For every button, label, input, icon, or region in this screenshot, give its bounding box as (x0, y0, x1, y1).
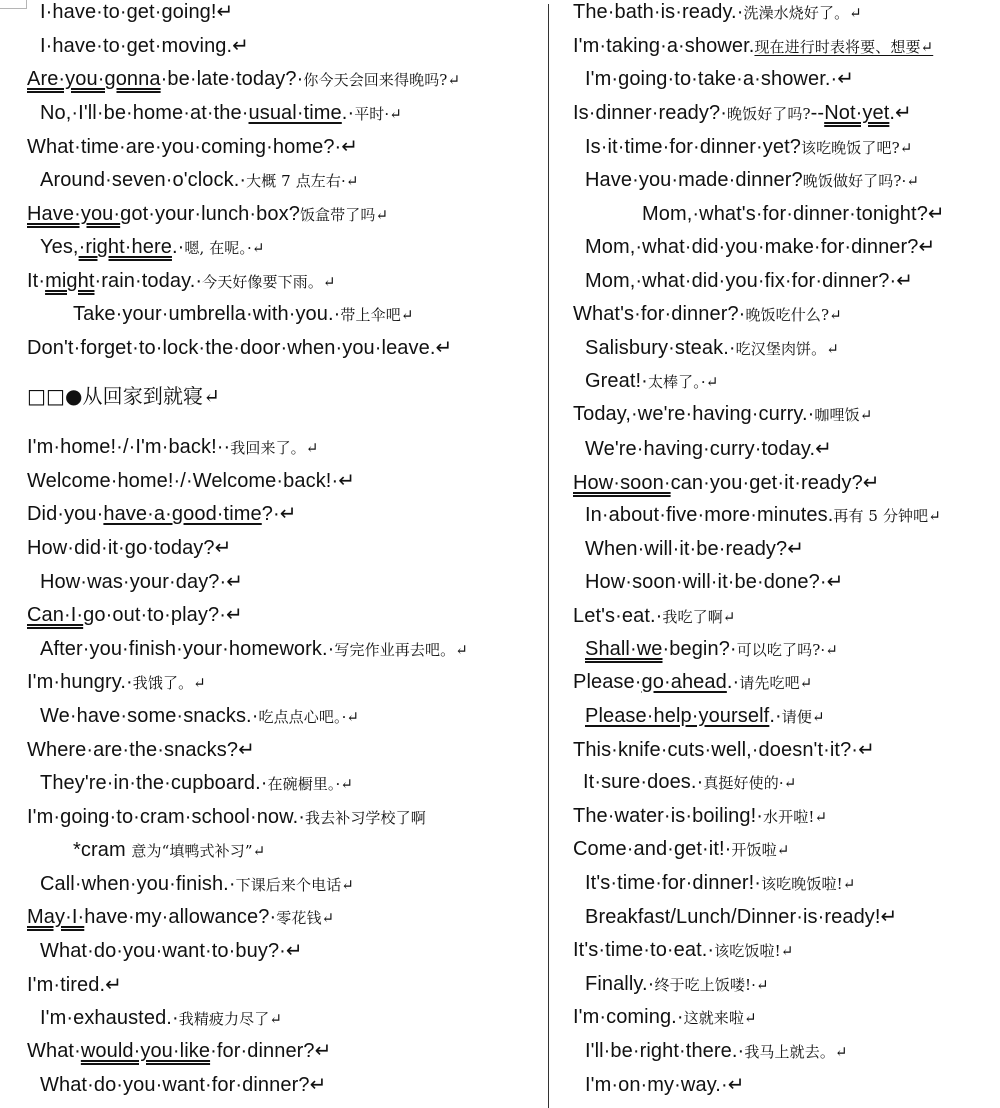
right-phrase-line (573, 471, 880, 495)
english-text: How·soon·will·it·be·done?·↵ (585, 571, 844, 593)
right-phrase-line (573, 34, 933, 59)
chinese-gloss: 带上伞吧↵ (340, 306, 414, 324)
english-text: I·have·to·get·moving.↵ (40, 35, 250, 57)
english-text: How·was·your·day?·↵ (40, 571, 244, 593)
left-phrase-line (27, 670, 206, 695)
english-text: I'm·exhausted.· (40, 1007, 179, 1029)
english-text: This·knife·cuts·well,·doesn't·it?·↵ (573, 739, 875, 761)
english-text: Don't·forget·to·lock·the·door·when·you·leave.↵ (27, 337, 453, 359)
chinese-gloss: 大概 7 点左右·↵ (246, 172, 359, 190)
right-phrase-line (585, 871, 855, 896)
right-phrase-line (573, 1005, 757, 1030)
chinese-gloss: 我吃了啊↵ (662, 608, 736, 626)
right-phrase-line (585, 905, 897, 929)
chinese-gloss: 该吃饭啦!↵ (714, 942, 794, 960)
english-text: Welcome·home!·/·Welcome·back!·↵ (27, 470, 356, 492)
chinese-gloss: 请便↵ (781, 708, 825, 726)
english-text: ·be·late·today?· (160, 68, 304, 90)
english-text: might (45, 270, 95, 292)
right-phrase-line (585, 269, 913, 293)
left-phrase-line (27, 973, 122, 997)
right-phrase-line (585, 637, 838, 662)
english-text: Breakfast/Lunch/Dinner·is·ready!↵ (585, 906, 898, 928)
english-text: The·bath·is·ready.· (573, 1, 744, 23)
english-text: have·a·good·time (103, 503, 262, 525)
english-text: What·do·you·want·to·buy?·↵ (40, 940, 303, 962)
right-phrase-line (573, 604, 735, 629)
chinese-gloss: 晚饭做好了吗?·↵ (802, 172, 920, 190)
english-text: We're·having·curry·today.↵ (585, 438, 832, 460)
right-phrase-line (585, 972, 769, 997)
section-heading: □□●从回家到就寝↵ (27, 384, 221, 408)
chinese-gloss: 嗯, 在呢。·↵ (184, 239, 265, 257)
english-text: I'm·going·to·cram·school·now.· (27, 806, 306, 828)
english-text: Have·you·made·dinner? (585, 169, 803, 191)
english-text: What·do·you·want·for·dinner?↵ (40, 1074, 327, 1096)
right-phrase-line (573, 0, 862, 25)
chinese-gloss: 在碗橱里。·↵ (267, 775, 354, 793)
left-phrase-line (27, 269, 336, 294)
english-text: Great!· (585, 370, 648, 392)
english-text: -- (810, 102, 825, 124)
left-phrase-line (27, 202, 388, 227)
chinese-gloss: 开饭啦↵ (731, 841, 790, 859)
left-phrase-line (40, 0, 233, 24)
chinese-gloss: 写完作业再去吧。↵ (334, 641, 468, 659)
right-phrase-line (585, 336, 839, 361)
english-text: Is·it·time·for·dinner·yet? (585, 136, 801, 158)
english-text: It's·time·for·dinner!· (585, 872, 762, 894)
left-phrase-line (27, 1039, 332, 1063)
english-text: After·you·finish·your·homework.· (40, 638, 335, 660)
right-phrase-line (573, 738, 875, 762)
left-phrase-line (27, 905, 334, 930)
english-text: Please·help·yourself (585, 705, 770, 727)
right-phrase-line (585, 135, 912, 160)
right-phrase-line (573, 938, 793, 963)
english-text: ?·↵ (261, 503, 297, 525)
english-text: Come·and·get·it!· (573, 838, 732, 860)
left-phrase-line (73, 838, 265, 863)
left-phrase-line (40, 1073, 326, 1097)
english-text: ·begin?· (662, 638, 737, 660)
english-text: Can·I· (27, 604, 84, 626)
english-text: It's·time·to·eat.· (573, 939, 715, 961)
english-text: What's·for·dinner?· (573, 303, 746, 325)
left-phrase-line (40, 101, 402, 126)
chinese-gloss: 真挺好使的·↵ (703, 774, 797, 792)
english-text: Please· (573, 671, 642, 693)
chinese-gloss: 晚饭吃什么?↵ (745, 306, 842, 324)
english-text: I'm·going·to·take·a·shower.·↵ (585, 68, 855, 90)
english-text: ·for·dinner?↵ (210, 1040, 332, 1062)
english-text: got·your·lunch·box? (120, 203, 300, 225)
english-text: .· (341, 102, 355, 124)
left-phrase-line (27, 435, 318, 460)
english-text: Mom,·what·did·you·fix·for·dinner?·↵ (585, 270, 914, 292)
english-text: It·sure·does.· (583, 771, 704, 793)
english-text: Did·you· (27, 503, 104, 525)
english-text: No,·I'll·be·home·at·the· (40, 102, 249, 124)
page-corner-mark (0, 0, 27, 9)
left-phrase-line (40, 235, 265, 260)
chinese-gloss: 我去补习学校了啊 (305, 809, 426, 827)
chinese-gloss: 今天好像要下雨。↵ (202, 273, 336, 291)
english-text: would·you·like (80, 1040, 211, 1062)
english-text: Today,·we're·having·curry.· (573, 403, 815, 425)
english-text: Not·yet (824, 102, 890, 124)
english-text: Are·you·gonna (27, 68, 161, 90)
english-text: Salisbury·steak.· (585, 337, 736, 359)
chinese-gloss: 晚饭好了吗? (727, 105, 811, 123)
chinese-gloss: 零花钱↵ (276, 909, 335, 927)
english-text: can·you·get·it·ready?↵ (670, 472, 880, 494)
english-text: ·right·here (78, 236, 172, 258)
english-text: I'll·be·right·there.· (585, 1040, 745, 1062)
chinese-gloss: 我饿了。↵ (132, 674, 206, 692)
chinese-gloss: 我回来了。↵ (230, 439, 319, 457)
right-phrase-line (642, 202, 945, 226)
english-text: Have·you· (27, 203, 121, 225)
right-phrase-line (585, 168, 919, 193)
left-phrase-line (40, 872, 354, 897)
english-text: I'm·hungry.· (27, 671, 133, 693)
english-text: ·rain·today.· (94, 270, 203, 292)
right-phrase-line (573, 402, 872, 427)
right-phrase-line (573, 302, 842, 327)
english-text: When·will·it·be·ready?↵ (585, 538, 805, 560)
english-text: .· (769, 705, 782, 727)
right-phrase-line (585, 369, 718, 394)
english-text: Take·your·umbrella·with·you.· (73, 303, 341, 325)
english-text: Shall·we (585, 638, 663, 660)
english-text: How·did·it·go·today?↵ (27, 537, 232, 559)
chinese-gloss: 饭盒带了吗↵ (299, 206, 389, 224)
english-text: We·have·some·snacks.· (40, 705, 259, 727)
chinese-gloss: 吃点点心吧。·↵ (258, 708, 360, 726)
english-text: I·have·to·get·going!↵ (40, 1, 234, 23)
left-phrase-line (27, 135, 358, 159)
right-phrase-line (585, 437, 832, 461)
right-phrase-line (585, 503, 941, 528)
english-text: .· (726, 671, 740, 693)
english-text: I'm·home!·/·I'm·back!·· (27, 436, 231, 458)
chinese-gloss: 现在进行时表将要、想要↵ (754, 38, 934, 56)
english-text: What·time·are·you·coming·home?·↵ (27, 136, 359, 158)
right-phrase-line (585, 704, 825, 729)
english-text: Around·seven·o'clock.· (40, 169, 247, 191)
left-phrase-line (73, 302, 414, 327)
english-text: It· (27, 270, 46, 292)
right-phrase-line (585, 570, 843, 594)
chinese-gloss: 意为“填鸭式补习”↵ (131, 842, 266, 860)
english-text: .· (171, 236, 185, 258)
english-text: go·out·to·play?·↵ (83, 604, 243, 626)
english-text: In·about·five·more·minutes. (585, 504, 834, 526)
right-phrase-line (585, 235, 935, 259)
english-text: How·soon· (573, 472, 671, 494)
left-phrase-line (27, 536, 232, 560)
chinese-gloss: 太棒了。·↵ (647, 373, 719, 391)
column-divider (548, 4, 549, 1108)
chinese-gloss: 我精疲力尽了↵ (178, 1010, 282, 1028)
left-phrase-line (27, 336, 452, 360)
chinese-gloss: 可以吃了吗?·↵ (736, 641, 838, 659)
chinese-gloss: 再有 5 分钟吧↵ (833, 507, 941, 525)
chinese-gloss: 终于吃上饭喽!·↵ (654, 976, 769, 994)
left-phrase-line (27, 738, 255, 762)
right-phrase-line (573, 804, 827, 829)
right-phrase-line (585, 1073, 745, 1097)
right-phrase-line (585, 1039, 848, 1064)
right-phrase-line (573, 101, 912, 126)
chinese-gloss: 该吃晚饭了吧?↵ (800, 139, 913, 157)
chinese-gloss: 水开啦!↵ (763, 808, 828, 826)
english-text: I'm·tired.↵ (27, 974, 123, 996)
english-text: Mom,·what's·for·dinner·tonight?↵ (642, 203, 945, 225)
right-phrase-line (585, 67, 854, 91)
right-phrase-line (573, 837, 789, 862)
chinese-gloss: 吃汉堡肉饼。↵ (735, 340, 839, 358)
chinese-gloss: 咖哩饭↵ (814, 406, 873, 424)
english-text: May·I· (27, 906, 85, 928)
english-text: I'm·taking·a·shower. (573, 35, 755, 57)
english-text: Let's·eat.· (573, 605, 663, 627)
english-text: Finally.· (585, 973, 655, 995)
english-text: Where·are·the·snacks?↵ (27, 739, 255, 761)
left-phrase-line (40, 637, 468, 662)
left-phrase-line (27, 384, 220, 409)
english-text: Call·when·you·finish.· (40, 873, 236, 895)
left-phrase-line (27, 603, 243, 627)
english-text: have·my·allowance?· (84, 906, 277, 928)
english-text: go·ahead (641, 671, 727, 693)
chinese-gloss: 洗澡水烧好了。↵ (743, 4, 862, 22)
left-phrase-line (27, 67, 460, 92)
right-phrase-line (585, 537, 804, 561)
english-text: Is·dinner·ready?· (573, 102, 727, 124)
left-phrase-line (27, 805, 426, 830)
right-phrase-line (573, 670, 812, 695)
english-text: I'm·coming.· (573, 1006, 684, 1028)
left-phrase-line (40, 168, 359, 193)
chinese-gloss: 请先吃吧↵ (739, 674, 813, 692)
left-phrase-line (40, 570, 243, 594)
left-phrase-line (40, 939, 303, 963)
left-phrase-line (40, 771, 353, 796)
english-text: Yes, (40, 236, 79, 258)
left-phrase-line (40, 1006, 282, 1031)
english-text: I'm·on·my·way.·↵ (585, 1074, 745, 1096)
english-text: Mom,·what·did·you·make·for·dinner?↵ (585, 236, 936, 258)
left-phrase-line (40, 704, 359, 729)
left-phrase-line (40, 34, 249, 58)
left-phrase-line (27, 502, 297, 526)
chinese-gloss: 我马上就去。↵ (744, 1043, 848, 1061)
chinese-gloss: 这就来啦↵ (683, 1009, 757, 1027)
english-text: They're·in·the·cupboard.· (40, 772, 268, 794)
english-text: usual·time (248, 102, 342, 124)
english-text: What· (27, 1040, 81, 1062)
chinese-gloss: 平时·↵ (354, 105, 402, 123)
right-phrase-line (583, 770, 796, 795)
english-text: .↵ (889, 102, 912, 124)
chinese-gloss: 下课后来个电话↵ (235, 876, 354, 894)
english-text: The·water·is·boiling!· (573, 805, 764, 827)
chinese-gloss: 你今天会回来得晚吗?↵ (303, 71, 461, 89)
english-text: *cram (73, 839, 132, 861)
left-phrase-line (27, 469, 355, 493)
chinese-gloss: 该吃晚饭啦!↵ (761, 875, 856, 893)
